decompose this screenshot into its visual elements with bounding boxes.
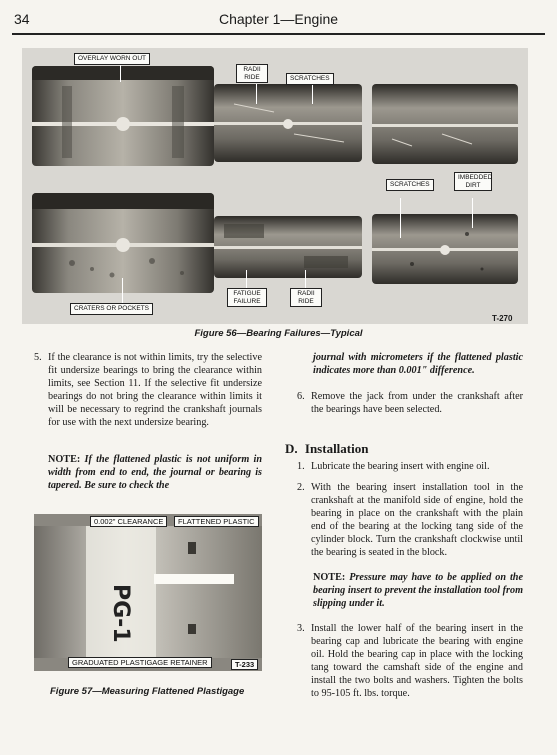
bearing-shell-image [214,84,362,162]
chapter-title: Chapter 1—Engine [218,11,339,27]
figure-56-caption: Figure 56—Bearing Failures—Typical [194,328,363,339]
figure-56-photo [22,48,528,324]
install-step-1 [297,460,523,473]
step-text: If the clearance is not within limits, try the selective fit undersize bearings to bring the clearance within limits, see Section 11. If the selective fit undersize bearings do not bring the clearance within limits it will be necessary to regrind the crankshaft journals for use with the next undersize bearing. [48,352,262,429]
figure-57-photo [34,514,262,671]
note-label: NOTE: [48,454,81,465]
step-number: 6. [297,391,305,402]
figure-57-caption: Figure 57—Measuring Flattened Plastigage [50,686,245,697]
page-number: 34 [14,11,30,27]
callout-overlay-worn-out: OVERLAY WORN OUT [74,53,150,65]
svg-text:PG-1: PG-1 [108,584,133,643]
leader-line [246,270,247,288]
callout-radii-ride: RADII RIDE [236,64,268,83]
section-letter: D. [285,441,298,456]
step-text: With the bearing insert installation tool in the crankshaft at the manifold side of engine, hold the bearing in place on the crankshaft with the plain end of the bearing at the locking tang side of the cylinder block. Turn the crankshaft clockwise until the bearing is seated in the block. [311,482,523,559]
figure-57-code: T-233 [231,659,258,670]
callout-plastigage-retainer: GRADUATED PLASTIGAGE RETAINER [68,657,212,668]
step-text: Lubricate the bearing insert with engine oil. [311,461,490,472]
leader-line [312,84,313,104]
step-text: Remove the jack from under the crankshaft after the bearings have been selected. [311,391,523,416]
callout-scratches: SCRATCHES [286,73,334,85]
bearing-shell-image [32,193,214,293]
bearing-shell-image [372,84,518,164]
step-number: 1. [297,461,305,472]
step-text: Install the lower half of the bearing insert in the bearing cap and lubricate the bearing with engine oil. Hold the bearing cap in place with the locking tang toward the camshaft side of the engine and install the two bolts and washers. Tighten the bolts to 95-105 ft. lbs. torque. [311,623,523,700]
step-number: 3. [297,623,305,634]
leader-line [120,62,121,82]
callout-craters-or-pockets: CRATERS OR POCKETS [70,303,153,315]
figure-56-code: T-270 [492,314,513,323]
note-label: NOTE: [313,572,346,583]
note-pressure [313,571,523,610]
section-heading [285,441,368,457]
step-number: 5. [34,352,42,363]
step-5 [34,351,262,430]
leader-line [305,270,306,288]
callout-imbedded-dirt: IMBEDDED DIRT [454,172,492,191]
step-6 [297,390,523,416]
note-text: If the flattened plastic is not uniform in width from end to end, the journal or bearing is tapered. Be sure to check the [48,454,262,492]
install-step-2 [297,481,523,560]
continued-text: journal with micrometers if the flattened plastic indicates more than 0.001" difference. [313,352,523,377]
callout-clearance: 0.002" CLEARANCE [90,516,167,527]
note-text: Pressure may have to be applied on the bearing insert to prevent the installation tool from slipping under it. [313,572,523,610]
install-step-3 [297,622,523,701]
note-taper [48,453,262,492]
leader-line [256,84,257,104]
section-title: Installation [304,441,369,456]
callout-radii-ride-bottom: RADII RIDE [290,288,322,307]
leader-line [122,278,123,304]
callout-fatigue-failure: FATIGUE FAILURE [227,288,267,307]
step-number: 2. [297,482,305,493]
header-rule [12,33,545,35]
bearing-shell-image [372,214,518,284]
leader-line [400,198,401,238]
callout-scratches-right: SCRATCHES [386,179,434,191]
callout-flattened-plastic: FLATTENED PLASTIC [174,516,259,527]
leader-line [472,198,473,228]
bearing-shell-image [32,66,214,166]
bearing-shell-image [214,216,362,278]
